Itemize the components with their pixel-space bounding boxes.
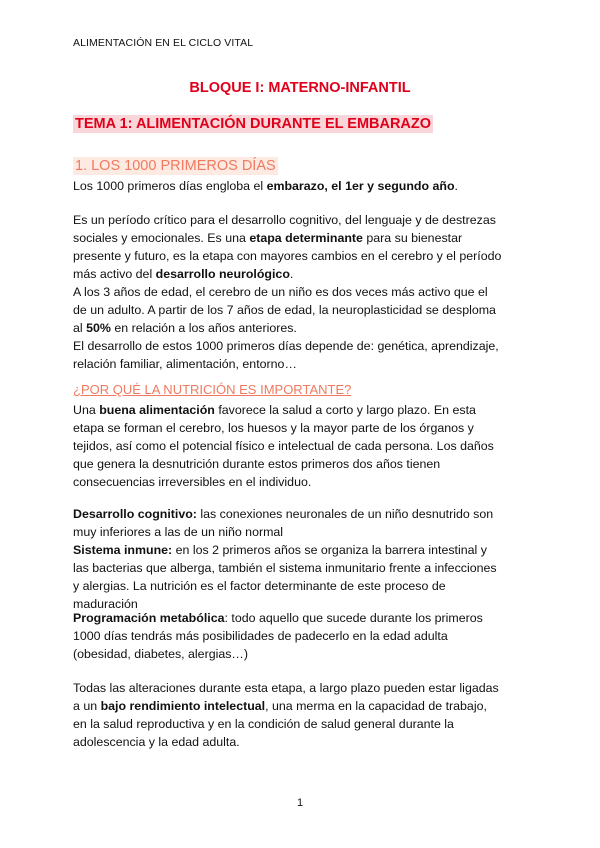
metabolic-programming-item <box>73 609 533 663</box>
text-line <box>73 609 533 627</box>
text-line <box>73 697 533 715</box>
text-line: consecuencias irreversibles en el individuo. <box>73 475 312 489</box>
text-line <box>73 401 533 419</box>
text-run: más activo del <box>73 267 156 281</box>
text-line: Es un período crítico para el desarrollo cognitivo, del lenguaje y de destrezas <box>73 213 496 227</box>
cognitive-development-item <box>73 505 533 541</box>
text-line: adolescencia y la edad adulta. <box>73 735 240 749</box>
text-run: en los 2 primeros años se organiza la barrera intestinal y <box>172 543 487 557</box>
text-run: etapa determinante <box>249 231 363 245</box>
item-label: Sistema inmune: <box>73 543 173 557</box>
item-label: Desarrollo cognitivo: <box>73 507 197 521</box>
main-title: BLOQUE I: MATERNO-INFANTIL <box>189 80 411 96</box>
text-run: buena alimentación <box>99 403 215 417</box>
factors-paragraph <box>73 337 533 373</box>
text-run: Una <box>73 403 100 417</box>
text-line: y alergias. La nutrición es el factor determinante de este proceso de <box>73 579 446 593</box>
text-run: para su bienestar <box>362 231 463 245</box>
text-run: : todo aquello que sucede durante los primeros <box>224 611 483 625</box>
intro-paragraph <box>73 177 533 195</box>
text-line <box>73 229 533 247</box>
immune-system-item <box>73 541 533 613</box>
text-run: embarazo, el 1er y segundo año <box>266 179 455 193</box>
critical-period-paragraph <box>73 211 533 283</box>
text-line: muy inferiores a las de un niño normal <box>73 525 284 539</box>
text-line: de un adulto. A partir de los 7 años de edad, la neuroplasticidad se desploma <box>73 303 496 317</box>
text-line: que genera la desnutrición durante estos primeros dos años tienen <box>73 457 441 471</box>
text-run: . <box>454 179 458 193</box>
text-line: en la salud reproductiva y en la condición de salud general durante la <box>73 717 454 731</box>
text-run: . <box>289 267 294 281</box>
text-line: relación familiar, alimentación, entorno… <box>73 357 297 371</box>
text-line: maduración <box>73 597 138 611</box>
text-run: desarrollo neurológico <box>155 267 290 281</box>
nutrition-paragraph <box>73 401 533 491</box>
text-line <box>73 319 533 337</box>
text-run: al <box>73 321 87 335</box>
text-line: El desarrollo de estos 1000 primeros días depende de: genética, aprendizaje, <box>73 339 499 353</box>
text-line: tejidos, así como el potencial físico e intelectual de cada persona. Los daños <box>73 439 494 453</box>
text-run: sociales y emocionales. Es una <box>73 231 250 245</box>
text-line: presente y futuro, es la etapa con mayores cambios en el cerebro y el período <box>73 249 502 263</box>
text-line <box>73 265 533 283</box>
text-run: Los 1000 primeros días engloba el <box>73 179 267 193</box>
consequences-paragraph <box>73 679 533 751</box>
page-number: 1 <box>296 797 304 809</box>
text-run: en relación a los años anteriores. <box>110 321 297 335</box>
text-line <box>73 541 533 559</box>
text-run: bajo rendimiento intelectual <box>100 699 266 713</box>
text-run: las conexiones neuronales de un niño desnutrido son <box>196 507 494 521</box>
brain-activity-paragraph <box>73 283 533 337</box>
text-line: Todas las alteraciones durante esta etapa, a largo plazo pueden estar ligadas <box>73 681 499 695</box>
text-line: 1000 días tendrás más posibilidades de padecerlo en la edad adulta <box>73 629 448 643</box>
text-line: las bacterias que alberga, también el sistema inmunitario frente a infecciones <box>73 561 497 575</box>
topic-title: TEMA 1: ALIMENTACIÓN DURANTE EL EMBARAZO <box>75 116 432 132</box>
text-run: a un <box>73 699 101 713</box>
text-line: etapa se forman el cerebro, los huesos y la mayor parte de los órganos y <box>73 421 474 435</box>
question-title: ¿POR QUÉ LA NUTRICIÓN ES IMPORTANTE? <box>73 382 352 397</box>
item-label: Programación metabólica <box>73 611 225 625</box>
text-line: A los 3 años de edad, el cerebro de un niño es dos veces más activo que el <box>73 285 488 299</box>
running-header: ALIMENTACIÓN EN EL CICLO VITAL <box>73 37 254 49</box>
text-line <box>73 505 533 523</box>
section-title: 1. LOS 1000 PRIMEROS DÍAS <box>75 158 276 174</box>
text-run: , una merma en la capacidad de trabajo, <box>265 699 487 713</box>
text-run: favorece la salud a corto y largo plazo. En esta <box>214 403 476 417</box>
text-run: 50% <box>86 321 111 335</box>
text-line: (obesidad, diabetes, alergias…) <box>73 647 248 661</box>
